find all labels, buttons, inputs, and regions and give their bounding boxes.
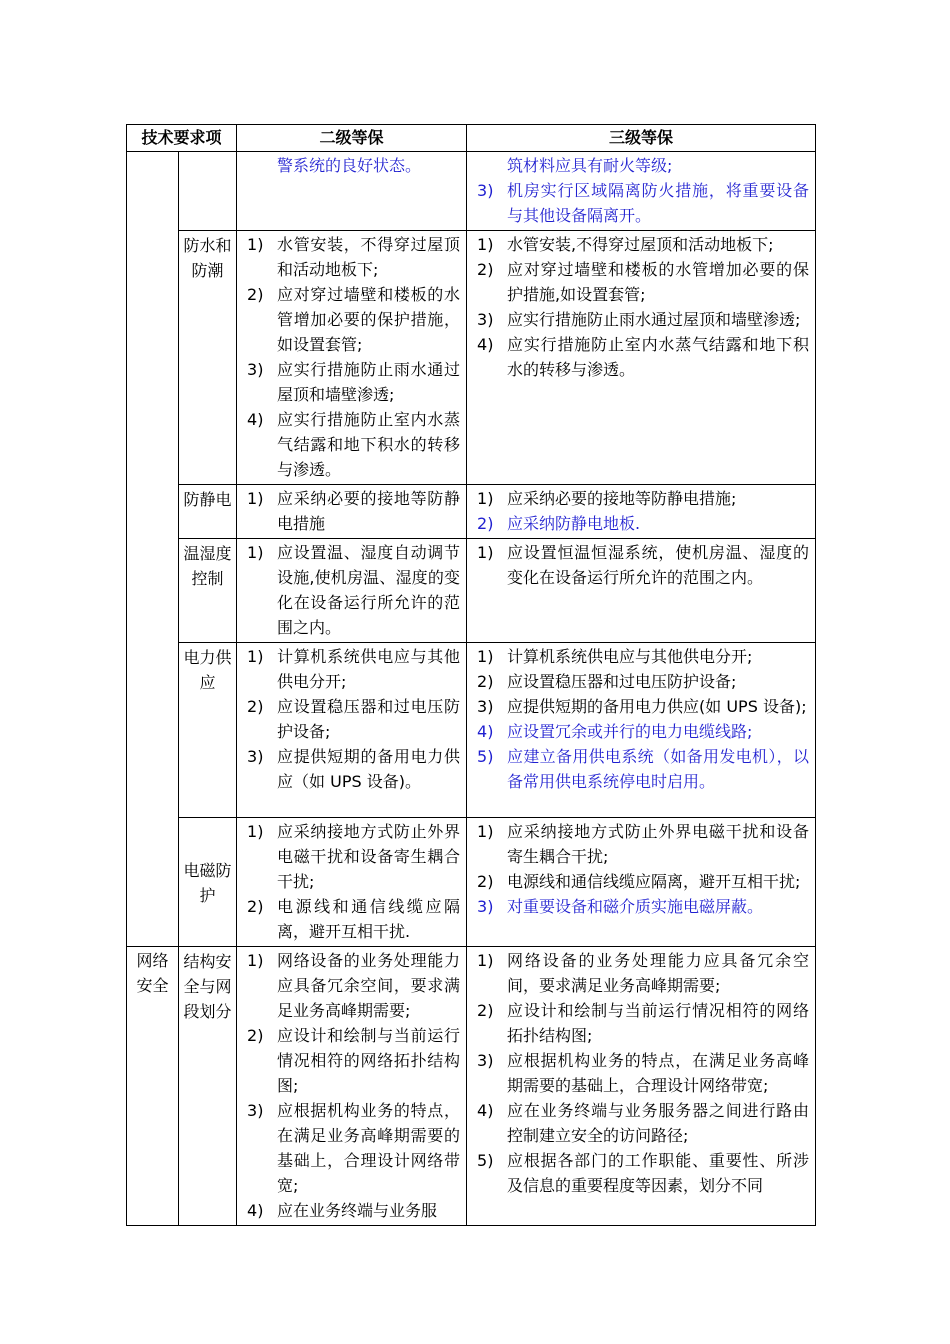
list-item-text: 对重要设备和磁介质实施电磁屏蔽。 bbox=[507, 897, 764, 916]
list-item-number: 1) bbox=[247, 647, 264, 666]
subcategory-cell: 防水和防潮 bbox=[179, 231, 237, 485]
list-item-text: 计算机系统供电应与其他供电分开; bbox=[277, 647, 461, 691]
level3-cell bbox=[467, 643, 816, 818]
list-item bbox=[471, 1098, 809, 1148]
list-item-text: 应提供短期的备用电力供应（如 UPS 设备)。 bbox=[277, 747, 461, 791]
list-item bbox=[241, 694, 460, 744]
list-item-number: 1) bbox=[477, 235, 494, 254]
level2-cell bbox=[237, 231, 467, 485]
list-item-text: 应实行措施防止雨水通过屋顶和墙壁渗透; bbox=[277, 360, 461, 404]
table-row bbox=[127, 539, 816, 643]
list-item-text: 筑材料应具有耐火等级; bbox=[507, 156, 673, 175]
list-item-number: 1) bbox=[477, 647, 494, 666]
list-item bbox=[471, 998, 809, 1048]
level3-cell bbox=[467, 947, 816, 1226]
list-item-number: 1) bbox=[247, 235, 264, 254]
subcategory-cell: 温湿度控制 bbox=[179, 539, 237, 643]
table-header-row bbox=[127, 125, 816, 152]
list-item-text: 应采纳接地方式防止外界电磁干扰和设备寄生耦合干扰; bbox=[507, 822, 810, 866]
list-item-text: 应根据机构业务的特点，在满足业务高峰期需要的基础上，合理设计网络带宽; bbox=[507, 1051, 810, 1095]
list-item-text: 应设置温、湿度自动调节设施,使机房温、湿度的变化在设备运行所允许的范围之内。 bbox=[277, 543, 461, 637]
list-item-text: 应设计和绘制与当前运行情况相符的网络拓扑结构图; bbox=[277, 1026, 461, 1095]
list-item bbox=[241, 894, 460, 944]
list-item bbox=[471, 511, 809, 536]
list-item bbox=[471, 819, 809, 869]
list-item bbox=[241, 407, 460, 482]
table-row bbox=[127, 818, 816, 947]
list-item-number: 1) bbox=[247, 489, 264, 508]
subcategory-cell-empty bbox=[179, 152, 237, 231]
list-item-text: 应对穿过墙壁和楼板的水管增加必要的保护措施,如设置套管; bbox=[507, 260, 810, 304]
list-item-text: 应设置冗余或并行的电力电缆线路; bbox=[507, 722, 753, 741]
list-item-text: 应采纳防静电地板. bbox=[507, 514, 641, 533]
table-row bbox=[127, 643, 816, 818]
list-item-text: 应在业务终端与业务服 bbox=[277, 1201, 438, 1220]
list-item-text: 电源线和通信线缆应隔离，避开互相干扰. bbox=[277, 897, 461, 941]
list-item-number: 2) bbox=[247, 697, 264, 716]
level2-cell bbox=[237, 818, 467, 947]
list-item bbox=[471, 307, 809, 332]
list-item-number: 3) bbox=[477, 897, 494, 916]
list-item bbox=[241, 357, 460, 407]
list-item-number: 2) bbox=[247, 897, 264, 916]
list-item-text: 应建立备用供电系统（如备用发电机），以备常用供电系统停电时启用。 bbox=[507, 747, 810, 791]
list-item-text: 警系统的良好状态。 bbox=[277, 156, 422, 175]
list-item-number: 1) bbox=[477, 543, 494, 562]
header-level3: 三级等保 bbox=[467, 125, 816, 152]
level2-cell bbox=[237, 152, 467, 231]
list-item-number: 3) bbox=[477, 697, 494, 716]
list-item bbox=[241, 232, 460, 282]
level3-cell bbox=[467, 231, 816, 485]
list-item-text: 计算机系统供电应与其他供电分开; bbox=[507, 647, 753, 666]
list-item bbox=[241, 644, 460, 694]
table-row bbox=[127, 485, 816, 539]
category-cell-empty bbox=[127, 152, 179, 947]
list-item bbox=[471, 869, 809, 894]
level3-cell bbox=[467, 485, 816, 539]
list-item-number: 2) bbox=[477, 514, 494, 533]
list-item-text: 应实行措施防止雨水通过屋顶和墙壁渗透; bbox=[507, 310, 801, 329]
list-item bbox=[471, 1148, 809, 1198]
list-item-number: 2) bbox=[477, 1001, 494, 1020]
list-item-text: 应实行措施防止室内水蒸气结露和地下积水的转移与渗透。 bbox=[507, 335, 810, 379]
list-item bbox=[241, 1098, 460, 1198]
list-item-number: 5) bbox=[477, 747, 494, 766]
list-item-text: 网络设备的业务处理能力应具备冗余空间，要求满足业务高峰期需要; bbox=[507, 951, 810, 995]
list-item bbox=[241, 948, 460, 1023]
table-row bbox=[127, 152, 816, 231]
list-item-text: 应设置稳压器和过电压防护设备; bbox=[277, 697, 461, 741]
list-item-number: 4) bbox=[247, 410, 264, 429]
list-item-number: 2) bbox=[247, 1026, 264, 1045]
header-level2: 二级等保 bbox=[237, 125, 467, 152]
list-item-number: 3) bbox=[477, 310, 494, 329]
list-item-number: 1) bbox=[247, 822, 264, 841]
level3-cell bbox=[467, 539, 816, 643]
list-item-number: 3) bbox=[247, 1101, 264, 1120]
list-item bbox=[471, 948, 809, 998]
list-item bbox=[471, 744, 809, 794]
list-item bbox=[471, 486, 809, 511]
list-item-number: 4) bbox=[477, 1101, 494, 1120]
list-item bbox=[471, 178, 809, 228]
list-item-text: 网络设备的业务处理能力应具备冗余空间，要求满足业务高峰期需要; bbox=[277, 951, 461, 1020]
subcategory-cell: 防静电 bbox=[179, 485, 237, 539]
subcategory-cell: 结构安全与网段划分 bbox=[179, 947, 237, 1226]
list-item bbox=[241, 486, 460, 536]
list-item-number: 2) bbox=[247, 285, 264, 304]
list-item bbox=[241, 1198, 460, 1223]
list-item-text: 应根据各部门的工作职能、重要性、所涉及信息的重要程度等因素，划分不同 bbox=[507, 1151, 810, 1195]
list-item-number: 4) bbox=[477, 335, 494, 354]
list-item-number: 3) bbox=[477, 1051, 494, 1070]
level2-cell bbox=[237, 947, 467, 1226]
list-item bbox=[471, 719, 809, 744]
subcategory-cell: 电力供应 bbox=[179, 643, 237, 818]
list-item bbox=[241, 819, 460, 894]
header-requirement: 技术要求项 bbox=[127, 125, 237, 152]
level3-cell bbox=[467, 818, 816, 947]
list-item-text: 水管安装，不得穿过屋顶和活动地板下; bbox=[277, 235, 461, 279]
list-item-number: 3) bbox=[477, 181, 494, 200]
list-item-text: 应设计和绘制与当前运行情况相符的网络拓扑结构图; bbox=[507, 1001, 810, 1045]
list-item bbox=[241, 282, 460, 357]
list-item-text: 应在业务终端与业务服务器之间进行路由控制建立安全的访问路径; bbox=[507, 1101, 810, 1145]
list-item-text: 机房实行区域隔离防火措施，将重要设备与其他设备隔离开。 bbox=[507, 181, 810, 225]
table-row bbox=[127, 231, 816, 485]
level2-cell bbox=[237, 643, 467, 818]
list-item bbox=[241, 540, 460, 640]
list-item bbox=[471, 1048, 809, 1098]
list-item-number: 4) bbox=[247, 1201, 264, 1220]
list-item-text: 应设置恒温恒湿系统，使机房温、湿度的变化在设备运行所允许的范围之内。 bbox=[507, 543, 810, 587]
list-item-text: 应采纳必要的接地等防静电措施 bbox=[277, 489, 461, 533]
list-item-number: 3) bbox=[247, 360, 264, 379]
list-item-text: 电源线和通信线缆应隔离，避开互相干扰; bbox=[507, 872, 801, 891]
list-item-text: 应采纳接地方式防止外界电磁干扰和设备寄生耦合干扰; bbox=[277, 822, 461, 891]
list-item-text: 水管安装,不得穿过屋顶和活动地板下; bbox=[507, 235, 774, 254]
list-item bbox=[471, 644, 809, 669]
level3-cell bbox=[467, 152, 816, 231]
list-item-number: 1) bbox=[247, 543, 264, 562]
list-item bbox=[241, 744, 460, 794]
list-item bbox=[471, 332, 809, 382]
list-item-number: 5) bbox=[477, 1151, 494, 1170]
subcategory-cell: 电磁防护 bbox=[179, 818, 237, 947]
list-item bbox=[471, 669, 809, 694]
list-item-number: 2) bbox=[477, 872, 494, 891]
list-item-number: 2) bbox=[477, 672, 494, 691]
list-item-number: 1) bbox=[477, 489, 494, 508]
list-item bbox=[471, 257, 809, 307]
list-item-number: 1) bbox=[247, 951, 264, 970]
level2-cell bbox=[237, 485, 467, 539]
list-item-number: 3) bbox=[247, 747, 264, 766]
list-item-text: 应设置稳压器和过电压防护设备; bbox=[507, 672, 737, 691]
list-item-text: 应实行措施防止室内水蒸气结露和地下积水的转移与渗透。 bbox=[277, 410, 461, 479]
list-item-text: 应提供短期的备用电力供应(如 UPS 设备); bbox=[507, 697, 807, 716]
list-item-number: 1) bbox=[477, 822, 494, 841]
list-item bbox=[471, 894, 809, 919]
list-item bbox=[471, 232, 809, 257]
list-item bbox=[471, 694, 809, 719]
requirements-table bbox=[126, 124, 816, 1226]
list-item-text: 应对穿过墙壁和楼板的水管增加必要的保护措施，如设置套管; bbox=[277, 285, 461, 354]
list-item-text: 应采纳必要的接地等防静电措施; bbox=[507, 489, 737, 508]
level2-cell bbox=[237, 539, 467, 643]
table-row bbox=[127, 947, 816, 1226]
list-item-number: 1) bbox=[477, 951, 494, 970]
list-item bbox=[241, 1023, 460, 1098]
list-item-number: 4) bbox=[477, 722, 494, 741]
list-item-text: 应根据机构业务的特点，在满足业务高峰期需要的基础上，合理设计网络带宽; bbox=[277, 1101, 461, 1195]
list-item-number: 2) bbox=[477, 260, 494, 279]
list-item bbox=[471, 540, 809, 590]
category-cell: 网络安全 bbox=[127, 947, 179, 1226]
